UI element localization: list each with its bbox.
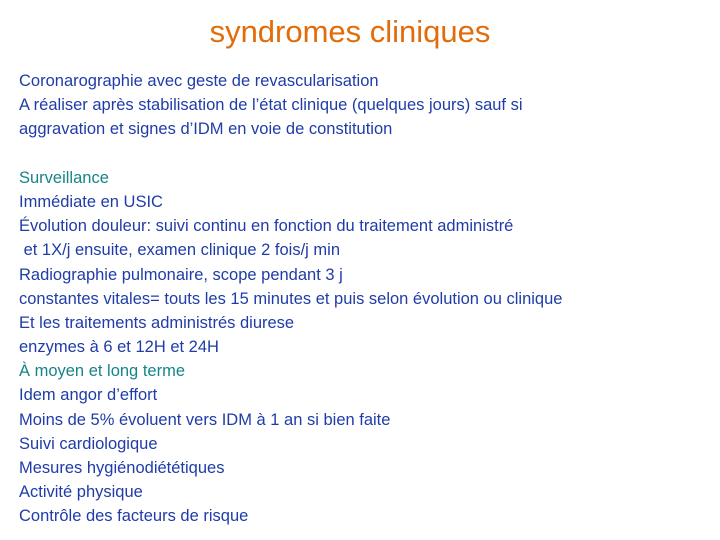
long-term-line-3: Suivi cardiologique: [19, 434, 158, 453]
revascularisation-line-2: aggravation et signes d’IDM en voie de constitution: [19, 120, 393, 139]
surveillance-immediate-subheading: Immédiate en USIC: [19, 192, 163, 211]
surveillance-line-3: Radiographie pulmonaire, scope pendant 3 j: [19, 265, 343, 284]
long-term-line-5: Activité physique: [19, 483, 143, 502]
revascularisation-line-1: A réaliser après stabilisation de l’état clinique (quelques jours) sauf si: [19, 96, 523, 115]
surveillance-line-2: et 1X/j ensuite, examen clinique 2 fois/j min: [19, 241, 341, 260]
surveillance-line-4: constantes vitales= touts les 15 minutes et puis selon évolution ou clinique: [19, 289, 563, 308]
section-long-term-heading: À moyen et long terme: [19, 362, 185, 381]
long-term-line-6: Contrôle des facteurs de risque: [19, 507, 249, 526]
long-term-line-1: Idem angor d’effort: [19, 386, 158, 405]
slide-body: [19, 69, 714, 529]
spacer: [19, 142, 714, 166]
surveillance-line-1: Évolution douleur: suivi continu en fonction du traitement administré: [19, 217, 514, 236]
long-term-line-4: Mesures hygiénodiététiques: [19, 459, 225, 477]
section-surveillance-heading: Surveillance: [19, 168, 109, 187]
surveillance-line-5: Et les traitements administrés diurese: [19, 313, 295, 332]
long-term-line-2: Moins de 5% évoluent vers IDM à 1 an si bien faite: [19, 410, 391, 429]
section-revascularisation-heading: Coronarographie avec geste de revascularisation: [19, 72, 379, 90]
surveillance-line-6: enzymes à 6 et 12H et 24H: [19, 338, 219, 357]
slide-title: syndromes cliniques: [209, 14, 491, 49]
